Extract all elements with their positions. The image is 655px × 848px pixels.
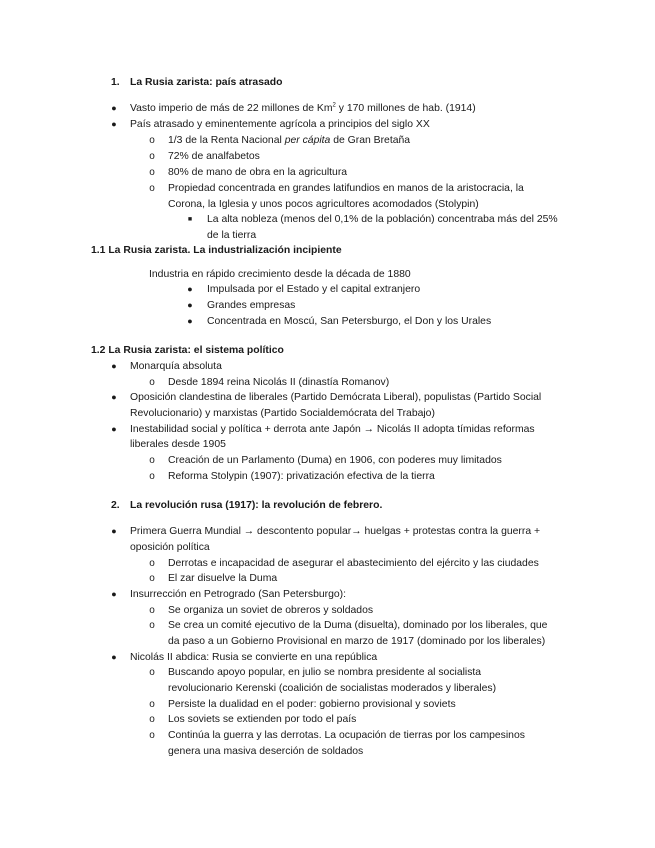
paragraph: Industria en rápido crecimiento desde la década de 1880 (149, 269, 411, 280)
circle-bullet-icon: o (149, 167, 155, 178)
bullet-icon: ● (111, 589, 117, 599)
bullet-icon: ● (111, 361, 117, 371)
section-heading: 1.2 La Rusia zarista: el sistema político (91, 345, 284, 356)
section-number: 1. (111, 77, 120, 88)
bullet-icon: ● (111, 119, 117, 129)
bullet-icon: ● (187, 300, 193, 310)
list-item: Buscando apoyo popular, en julio se nombra presidente al socialista (168, 667, 482, 678)
bullet-icon: ● (111, 424, 117, 434)
list-item: Inestabilidad social y política + derrota ante Japón → Nicolás II adopta tímidas reformas (130, 424, 535, 435)
list-item: Desde 1894 reina Nicolás II (dinastía Romanov) (168, 377, 390, 388)
section-heading: 1.1 La Rusia zarista. La industrialización incipiente (91, 245, 342, 256)
circle-bullet-icon: o (149, 699, 155, 710)
list-item: Derrotas e incapacidad de asegurar el abastecimiento del ejército y las ciudades (168, 558, 539, 569)
circle-bullet-icon: o (149, 151, 155, 162)
circle-bullet-icon: o (149, 558, 155, 569)
circle-bullet-icon: o (149, 605, 155, 616)
circle-bullet-icon: o (149, 714, 155, 725)
list-item-continuation: da paso a un Gobierno Provisional en marzo de 1917 (dominado por los liberales) (168, 636, 546, 647)
list-item-continuation: Revolucionario) y marxistas (Partido Socialdemócrata del Trabajo) (130, 408, 435, 419)
list-item: Reforma Stolypin (1907): privatización efectiva de la tierra (168, 471, 435, 482)
circle-bullet-icon: o (149, 667, 155, 678)
list-item: El zar disuelve la Duma (168, 573, 278, 584)
list-item: Persiste la dualidad en el poder: gobierno provisional y soviets (168, 699, 456, 710)
list-item-continuation: genera una masiva deserción de soldados (168, 746, 364, 757)
list-item: 72% de analfabetos (168, 151, 260, 162)
list-item: Impulsada por el Estado y el capital extranjero (207, 284, 421, 295)
list-item: País atrasado y eminentemente agrícola a principios del siglo XX (130, 119, 430, 130)
bullet-icon: ● (187, 284, 193, 294)
circle-bullet-icon: o (149, 455, 155, 466)
bullet-icon: ● (111, 103, 117, 113)
list-item: Primera Guerra Mundial → descontento popular→ huelgas + protestas contra la guerra + (130, 526, 541, 537)
list-item: Se organiza un soviet de obreros y soldados (168, 605, 374, 616)
list-item: Propiedad concentrada en grandes latifundios en manos de la aristocracia, la (168, 183, 524, 194)
bullet-icon: ● (111, 652, 117, 662)
list-item: Nicolás II abdica: Rusia se convierte en una república (130, 652, 378, 663)
list-item: Insurrección en Petrogrado (San Petersburgo): (130, 589, 347, 600)
list-item: 1/3 de la Renta Nacional per cápita de Gran Bretaña (168, 135, 411, 146)
bullet-icon: ● (187, 316, 193, 326)
list-item-continuation: Corona, la Iglesia y unos pocos agricultores acomodados (Stolypin) (168, 199, 479, 210)
square-bullet-icon: ■ (187, 216, 193, 223)
list-item: 80% de mano de obra en la agricultura (168, 167, 348, 178)
bullet-icon: ● (111, 392, 117, 402)
list-item: La alta nobleza (menos del 0,1% de la población) concentraba más del 25% (207, 214, 558, 225)
section-heading: La Rusia zarista: país atrasado (130, 77, 283, 88)
bullet-icon: ● (111, 526, 117, 536)
circle-bullet-icon: o (149, 573, 155, 584)
circle-bullet-icon: o (149, 135, 155, 146)
circle-bullet-icon: o (149, 620, 155, 631)
list-item: Creación de un Parlamento (Duma) en 1906, con poderes muy limitados (168, 455, 502, 466)
list-item-continuation: oposición política (130, 542, 210, 553)
circle-bullet-icon: o (149, 377, 155, 388)
list-item-continuation: liberales desde 1905 (130, 439, 226, 450)
list-item: Grandes empresas (207, 300, 296, 311)
circle-bullet-icon: o (149, 183, 155, 194)
list-item: Monarquía absoluta (130, 361, 222, 372)
section-heading: La revolución rusa (1917): la revolución de febrero. (130, 500, 383, 511)
list-item: Continúa la guerra y las derrotas. La ocupación de tierras por los campesinos (168, 730, 525, 741)
section-number: 2. (111, 500, 120, 511)
list-item: Oposición clandestina de liberales (Partido Demócrata Liberal), populistas (Partido Social (130, 392, 542, 403)
circle-bullet-icon: o (149, 471, 155, 482)
circle-bullet-icon: o (149, 730, 155, 741)
list-item: Se crea un comité ejecutivo de la Duma (disuelta), dominado por los liberales, que (168, 620, 548, 631)
list-item-continuation: revolucionario Kerenski (coalición de socialistas moderados y liberales) (168, 683, 497, 694)
list-item: Vasto imperio de más de 22 millones de Km$^2$ y 170 millones de hab. (1914) (130, 102, 476, 114)
list-item-continuation: de la tierra (207, 230, 257, 241)
list-item: Concentrada en Moscú, San Petersburgo, el Don y los Urales (207, 316, 492, 327)
list-item: Los soviets se extienden por todo el país (168, 714, 357, 725)
